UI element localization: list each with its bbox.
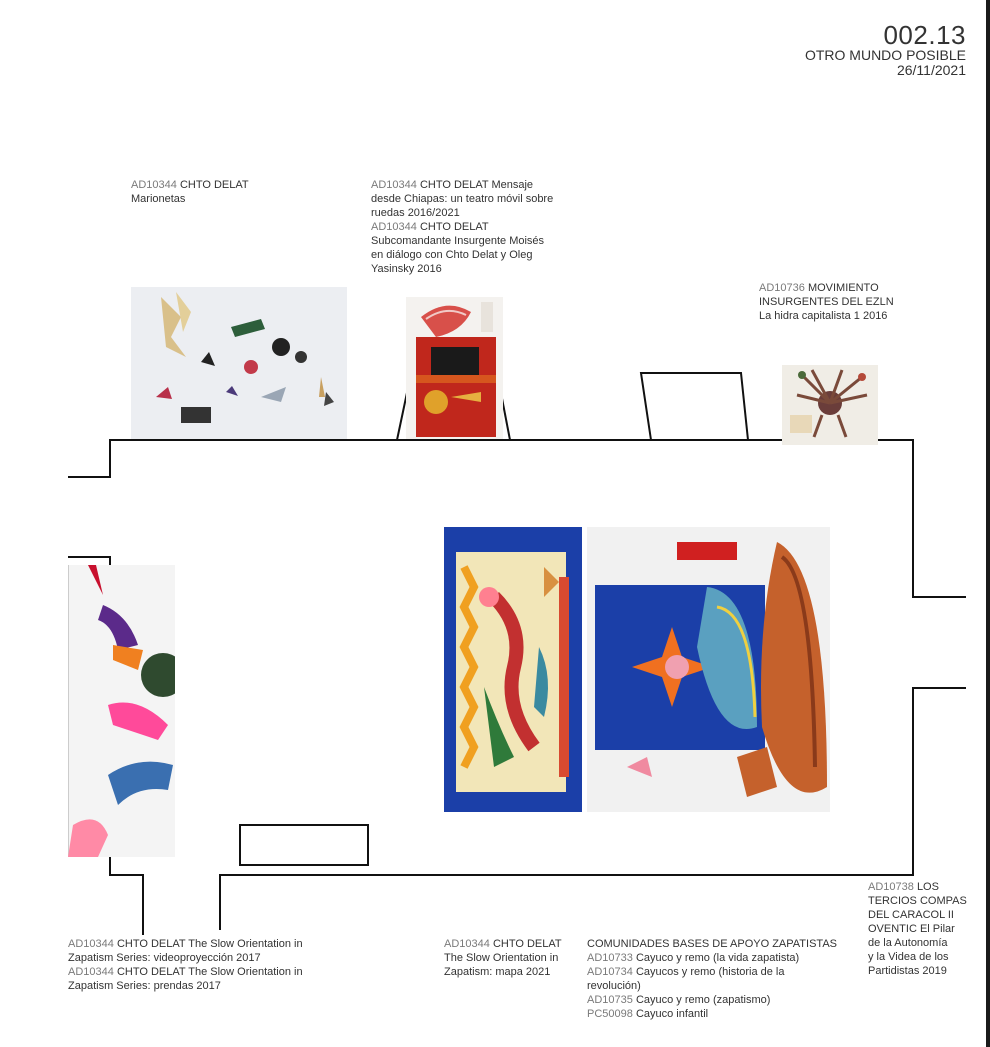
caption-title-cont: de la Autonomía: [868, 937, 948, 949]
caption-title: Cayucos y remo (historia de la: [635, 966, 785, 978]
sheet-date: 26/11/2021: [896, 62, 966, 78]
marionetas-puppets-image: [131, 287, 347, 439]
caption-artist-cont: TERCIOS COMPAS: [868, 895, 967, 907]
caption-artist: MOVIMIENTO: [807, 282, 879, 294]
caption-title-cont: y la Videa de los: [868, 951, 949, 963]
caption-artist: CHTO DELAT: [116, 966, 186, 978]
caption-title: The Slow Orientation in: [188, 966, 303, 978]
caption-title: Mensaje: [491, 179, 534, 191]
caption-title-cont: Partidistas 2019: [868, 965, 947, 977]
caption-title: Marionetas: [131, 193, 186, 205]
caption-artist: CHTO DELAT: [419, 179, 489, 191]
photo-cayucos: [587, 527, 830, 812]
hidra-capitalista-image: [782, 365, 878, 445]
caption-slow-orientation: [68, 937, 328, 993]
cayucos-image: [587, 527, 830, 812]
caption-title: Cayuco infantil: [635, 1008, 709, 1020]
caption-code: AD10736: [759, 282, 805, 294]
caption-code: AD10738: [868, 881, 914, 893]
photo-hidra: [782, 365, 878, 445]
caption-item: [587, 979, 847, 993]
photo-mapa: [444, 527, 582, 812]
caption-item: [587, 993, 847, 1007]
caption-code: AD10734: [587, 966, 633, 978]
caption-code: AD10344: [371, 221, 417, 233]
caption-item: [587, 951, 847, 965]
caption-title: The Slow Orientation in: [444, 952, 559, 964]
caption-artist: LOS: [916, 881, 939, 893]
caption-mapa: [444, 937, 584, 979]
caption-title-cont: Zapatism: mapa 2021: [444, 966, 551, 978]
caption-item: [587, 965, 847, 979]
sheet-title: OTRO MUNDO POSIBLE: [804, 47, 966, 63]
caption-tercios-compas: [868, 880, 978, 978]
caption-comunidades: [587, 937, 847, 1021]
caption-code: AD10733: [587, 952, 633, 964]
caption-artist: CHTO DELAT: [179, 179, 249, 191]
caption-code: AD10735: [587, 994, 633, 1006]
mapa-image: [444, 527, 582, 812]
caption-title: revolución): [587, 980, 641, 992]
caption-item: [587, 1007, 847, 1021]
caption-title: The Slow Orientation in: [188, 938, 303, 950]
caption-title: Cayuco y remo (zapatismo): [635, 994, 771, 1006]
caption-title-cont: Zapatism Series: videoproyección 2017: [68, 952, 261, 964]
caption-artist: CHTO DELAT: [116, 938, 186, 950]
sheet-code: 002.13: [883, 20, 966, 50]
caption-heading: COMUNIDADES BASES DE APOYO ZAPATISTAS: [587, 938, 837, 950]
plinth-rectangle: [239, 824, 369, 866]
caption-artist: CHTO DELAT: [492, 938, 562, 950]
caption-title-cont: desde Chiapas: un teatro móvil sobre: [371, 193, 554, 205]
caption-title-cont: Yasinsky 2016: [371, 263, 442, 275]
caption-marionetas: [131, 178, 249, 206]
caption-artist: CHTO DELAT: [419, 221, 489, 233]
caption-title-cont: en diálogo con Chto Delat y Oleg: [371, 249, 533, 261]
caption-code: AD10344: [68, 966, 114, 978]
caption-code: AD10344: [68, 938, 114, 950]
teatro-movil-image: [406, 297, 503, 439]
photo-marionetas: [131, 287, 347, 439]
caption-code: PC50098: [587, 1008, 633, 1020]
caption-title: Subcomandante Insurgente Moisés: [371, 235, 545, 247]
caption-title: El Pilar: [919, 923, 955, 935]
caption-title: Cayuco y remo (la vida zapatista): [635, 952, 800, 964]
plan-stand-1: [641, 373, 748, 440]
caption-code: AD10344: [371, 179, 417, 191]
photo-teatro-movil: [406, 297, 503, 439]
caption-title-cont: ruedas 2016/2021: [371, 207, 460, 219]
prendas-image: [68, 565, 175, 857]
photo-prendas: [68, 565, 175, 857]
caption-hidra: [759, 281, 919, 323]
caption-artist-cont: DEL CARACOL II: [868, 909, 954, 921]
caption-code: AD10344: [444, 938, 490, 950]
caption-title-cont: Zapatism Series: prendas 2017: [68, 980, 221, 992]
caption-artist-cont: INSURGENTES DEL EZLN: [759, 296, 894, 308]
caption-code: AD10344: [131, 179, 177, 191]
caption-artist-cont: OVENTIC: [868, 923, 917, 935]
caption-title: La hidra capitalista 1 2016: [759, 310, 888, 322]
caption-mensaje: [371, 178, 571, 276]
